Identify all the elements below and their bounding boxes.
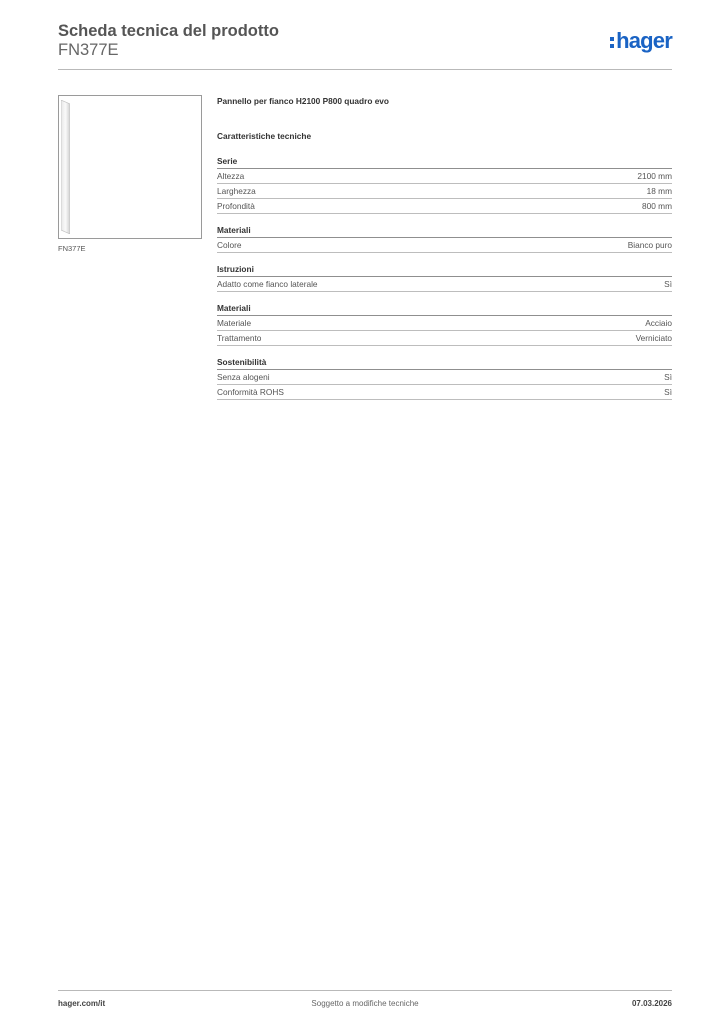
logo-text: hager bbox=[616, 28, 672, 53]
product-name: Pannello per fianco H2100 P800 quadro evo bbox=[217, 96, 389, 106]
footer-website: hager.com/it bbox=[58, 999, 106, 1008]
spec-section bbox=[217, 357, 672, 400]
spec-value: 18 mm bbox=[646, 186, 672, 196]
spec-label: Materiale bbox=[217, 318, 252, 328]
spec-value: Sì bbox=[664, 372, 672, 382]
spec-section bbox=[217, 156, 672, 214]
spec-value: Verniciato bbox=[635, 333, 672, 343]
spec-label: Colore bbox=[217, 240, 242, 250]
spec-label: Senza alogeni bbox=[217, 372, 270, 382]
spec-label: Adatto come fianco laterale bbox=[217, 279, 318, 289]
tech-heading: Caratteristiche tecniche bbox=[217, 131, 312, 141]
page-footer bbox=[58, 990, 672, 1014]
spec-label: Altezza bbox=[217, 171, 245, 181]
spec-value: Acciaio bbox=[645, 318, 672, 328]
page-title: Scheda tecnica del prodotto bbox=[58, 22, 279, 40]
section-title: Serie bbox=[217, 156, 672, 169]
product-image-frame bbox=[58, 95, 202, 239]
spec-row bbox=[217, 184, 672, 199]
spec-row bbox=[217, 370, 672, 385]
hager-logo bbox=[610, 29, 672, 53]
spec-label: Larghezza bbox=[217, 186, 256, 196]
spec-row bbox=[217, 331, 672, 346]
footer-date: 07.03.2026 bbox=[631, 999, 672, 1008]
section-title: Materiali bbox=[217, 303, 672, 316]
spec-row bbox=[217, 277, 672, 292]
logo-dots-icon bbox=[610, 37, 614, 48]
spec-section bbox=[217, 303, 672, 346]
footer-notice: Soggetto a modifiche tecniche bbox=[311, 999, 419, 1008]
product-code: FN377E bbox=[58, 41, 119, 59]
spec-row bbox=[217, 238, 672, 253]
spec-value: Bianco puro bbox=[627, 240, 672, 250]
section-title: Materiali bbox=[217, 225, 672, 238]
spec-value: Sì bbox=[664, 387, 672, 397]
spec-label: Profondità bbox=[217, 201, 255, 211]
specs-table bbox=[217, 156, 672, 411]
spec-value: Sì bbox=[664, 279, 672, 289]
spec-section bbox=[217, 225, 672, 253]
spec-section bbox=[217, 264, 672, 292]
section-title: Istruzioni bbox=[217, 264, 672, 277]
section-title: Sostenibilità bbox=[217, 357, 672, 370]
page-header bbox=[58, 22, 672, 70]
spec-row bbox=[217, 385, 672, 400]
spec-row bbox=[217, 169, 672, 184]
spec-value: 2100 mm bbox=[637, 171, 672, 181]
spec-label: Trattamento bbox=[217, 333, 262, 343]
spec-value: 800 mm bbox=[642, 201, 672, 211]
spec-row bbox=[217, 316, 672, 331]
spec-row bbox=[217, 199, 672, 214]
image-caption: FN377E bbox=[58, 244, 86, 253]
spec-label: Conformità ROHS bbox=[217, 387, 284, 397]
side-panel-image bbox=[61, 100, 70, 234]
